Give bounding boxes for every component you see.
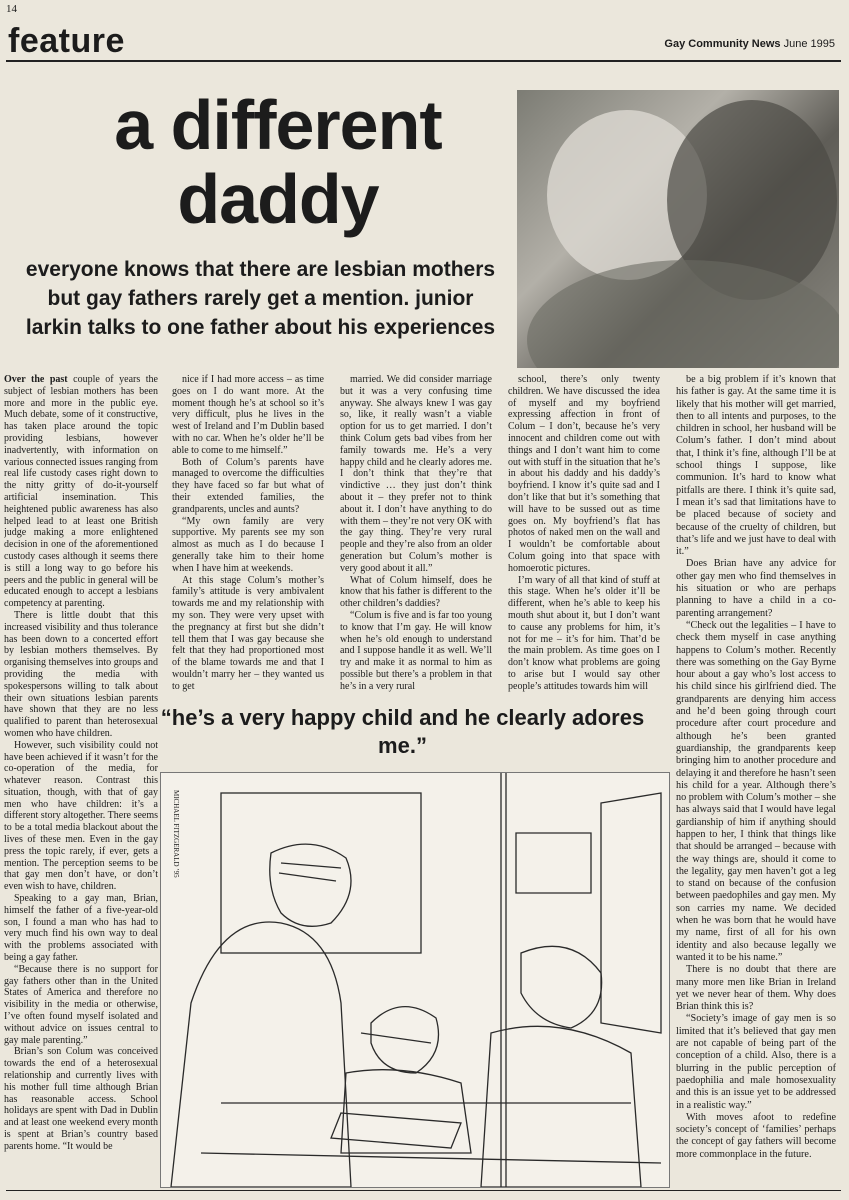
standfirst: everyone knows that there are lesbian mothers but gay fathers rarely get a mention. junior larkin talks to one father about his experiences bbox=[25, 258, 496, 339]
column-5-paragraph bbox=[676, 374, 836, 558]
column-1-paragraph bbox=[4, 374, 158, 610]
column-5-paragraph bbox=[676, 1013, 836, 1111]
column-3-paragraph bbox=[340, 610, 492, 693]
masthead bbox=[664, 38, 835, 50]
column-4-paragraph bbox=[508, 374, 660, 575]
paragraph-text: “Society’s image of gay men is so limited that it’s believed that gay men are not capable of being part of the conception of a child. Also, there is a blurring in the public perception of paedophilia and male homosexuality and this is an issue yet to be addressed in a realistic way.” bbox=[676, 1013, 836, 1111]
paragraph-text: “Check out the legalities – I have to check them myself in case anything happens to Colum’s mother. Recently there was something on the Gay Byrne hour about a gay who’s lost access to his child since his girlfriend died. The grandparents are denying him access and he’d been going through court procedure after court procedure and although he’s been granted guardianship, the grandparents keep bringing him to another procedure and delaying it and therefore he hasn’t seen his child for a year. Although there’s no problem with Colum’s mother – she has always said that I would have legal gardianship of him if anything should happen to her, I think that things like that should be arranged – because with the way things are, should it come to the legality, gay men haven’t got a leg to stand on because of the confusion between paedophiles and gay men. My son carries my name. We decided when he was born that he would have my name, first of all for his own identity and also because legally we wanted it to be his name.” bbox=[676, 619, 836, 963]
column-5-paragraph bbox=[676, 1112, 836, 1161]
paragraph-text: There is no doubt that there are many more men like Brian in Ireland yet we never hear of them. Why does Brian think this is? bbox=[676, 964, 836, 1013]
headline: a different daddy bbox=[114, 86, 442, 238]
column-2-paragraph bbox=[172, 374, 324, 457]
top-rule bbox=[6, 60, 841, 62]
column-4-paragraph bbox=[508, 575, 660, 693]
paragraph-text: Brian’s son Colum was conceived towards the end of a heterosexual relationship and currently lives with his mother full time although Brian has reasonable access. School holidays are spent with Dad in Dublin and at least one weekend every month is spent at Brian’s country based parents home. “It would be bbox=[4, 1046, 158, 1152]
column-1-paragraph bbox=[4, 740, 158, 893]
paragraph-text: There is little doubt that this increased visibility and thus tolerance has been down to a concerted effort by lesbian mothers themselves. By organising themselves into groups and providing the media with spokespersons willing to talk about their own situations lesbian parents have shown that they are no less qualified to parent than heterosexual women who have children. bbox=[4, 609, 158, 739]
lead-in: Over the past bbox=[4, 374, 68, 385]
column-1 bbox=[4, 374, 158, 1189]
paragraph-text: “My own family are very supportive. My parents see my son almost as much as I do because I generally take him to their home when I have him at weekends. bbox=[172, 515, 324, 574]
issue-date: June 1995 bbox=[783, 38, 835, 50]
publication-name: Gay Community News bbox=[664, 38, 781, 50]
father-and-son-photo bbox=[517, 90, 839, 368]
column-5 bbox=[676, 374, 836, 1189]
paragraph-text: school, there’s only twenty children. We have discussed the idea of myself and my boyfriend expressing affection in front of Colum – I don’t, because he’s very innocent and children come out with things and I don’t want him to come out with stuff in the situation that he’s in about his daddy and his daddy’s boyfriend. I know it’s quite sad and I don’t like that but it’s something that will have to be sussed out as time goes on. My boyfriend’s flat has photos of naked men on the wall and I wouldn’t be comfortable about Colum going into that space with homoerotic pictures. bbox=[508, 374, 660, 574]
paragraph-text: Speaking to a gay man, Brian, himself the father of a five-year-old son, I found a man who has had to very much find his own way to deal with the problems associated with being a gay father. bbox=[4, 893, 158, 964]
paragraph-text: Both of Colum’s parents have managed to overcome the difficulties they have faced so far but what of their extended families, the grandparents, uncles and aunts? bbox=[172, 456, 324, 515]
pull-quote: “he’s a very happy child and he clearly adores me.” bbox=[160, 705, 645, 758]
column-3 bbox=[340, 374, 492, 696]
paragraph-text: “Because there is no support for gay fathers other than in the United States of America and therefore no visibility in the media or otherwise, I’ve often found myself isolated and without advice on issues central to gay male parenting.” bbox=[4, 963, 158, 1046]
page-number: 14 bbox=[6, 3, 17, 15]
section-label: feature bbox=[8, 22, 125, 60]
paragraph-text: “Colum is five and is far too young to know that I’m gay. He will know when he’s old enough to understand and I suppose handle it as well. We’ll try and make it as normal to him as possible but there’s a problem in that he’s in a very rural bbox=[340, 609, 492, 692]
column-1-paragraph bbox=[4, 1046, 158, 1152]
column-4 bbox=[508, 374, 660, 696]
illustration-drawing bbox=[161, 773, 669, 1187]
column-2 bbox=[172, 374, 324, 696]
pen-illustration bbox=[160, 772, 670, 1188]
column-1-paragraph bbox=[4, 610, 158, 740]
column-2-paragraph bbox=[172, 575, 324, 693]
column-2-paragraph bbox=[172, 457, 324, 516]
column-5-paragraph bbox=[676, 620, 836, 964]
paragraph-text: married. We did consider marriage but it was a very confusing time anyway. She always knew I was gay so, like, it really wasn’t a viable option for us to get married. I don’t think Colum gets bad vibes from her family towards me. He’s a very happy child and he clearly adores me. I don’t think that they’re that vindictive … they just don’t think about it – they prefer not to think about it. I don’t have anything to do with them – they’re not very OK with the gay thing. They’re very rural people and they’re also from an older generation but Colum’s mother is very good about it all.” bbox=[340, 374, 492, 574]
column-1-paragraph bbox=[4, 893, 158, 964]
column-5-paragraph bbox=[676, 558, 836, 619]
paragraph-text: At this stage Colum’s mother’s family’s attitude is very ambivalent towards me and my relationship with my son. They were very upset with the pregnancy at first but she didn’t tell them that I was gay because she felt that they had proportioned most of the blame towards me and that I wouldn’t marry her – they wanted us to get bbox=[172, 574, 324, 692]
paragraph-text: Does Brian have any advice for other gay men who find themselves in his situation or who are perhaps planning to have a child in a co-parenting arrangement? bbox=[676, 558, 836, 619]
column-3-paragraph bbox=[340, 374, 492, 575]
paragraph-text: With moves afoot to redefine society’s concept of ‘families’ perhaps the concept of gay fathers will become more commonplace in the future. bbox=[676, 1111, 836, 1160]
column-1-paragraph bbox=[4, 964, 158, 1047]
bottom-rule bbox=[6, 1190, 841, 1191]
column-5-paragraph bbox=[676, 964, 836, 1013]
illustrator-signature: MICHAEL FITZGERALD ’95 bbox=[172, 790, 180, 878]
column-3-paragraph bbox=[340, 575, 492, 610]
paragraph-text: be a big problem if it’s known that his father is gay. At the same time it is likely that his mother will get married, then to all intents and purposes, to the children in school, her husband will be Colum’s father. I don’t mind about that, I think it’s fine, although I’ll be at school things I suppose, like communion. It’s hard to know what pitfalls are there. I think it’s quite sad, I mean it’s sad that limitations have to be placed because of society and because of the cruelty of children, but that’s life and we just have to deal with it.” bbox=[676, 374, 836, 558]
paragraph-text: However, such visibility could not have been achieved if it wasn’t for the co-operation of the media, for whatever reason. Contrast this situation, though, with that of gay men who have children: it’s a different story altogether. There seems to be a total media blackout about the lives of these men. Even in the gay press the topic rarely, if ever, gets a mention. The perception seems to be that gay men don’t have, or don’t even wish to have, children. bbox=[4, 739, 158, 893]
paragraph-text: What of Colum himself, does he know that his father is different to the other children’s daddies? bbox=[340, 574, 492, 610]
paragraph-text: couple of years the subject of lesbian mothers has been more and more in the public eye. Much debate, some of it constructive, has taken place around the topic providing lesbians, however inadvertently, with information on various connected issues ranging from real life custody cases right down to the nitty gritty of do-it-yourself artificial insemination. This heightened public awareness has also helped lead to at least one British judge making a more enlightened decision in one of the aforementioned custody cases although it seems there is still a long way to go before his peers and the public in general will be educated enough to accept a lesbians competency at parenting. bbox=[4, 374, 158, 610]
column-2-paragraph bbox=[172, 516, 324, 575]
paragraph-text: nice if I had more access – as time goes on I do want more. At the moment though he’s at school so it’s very difficult, plus he lives in the west of Ireland and I’m Dublin based with no car. When he’s older he’ll be able to come to me himself.” bbox=[172, 374, 324, 456]
paragraph-text: I’m wary of all that kind of stuff at this stage. When he’s older it’ll be different, when he’s able to keep his mouth shut about it, but I don’t want to cause any problems for him, it’s not for me – it’s for him. That’d be the main problem. As time goes on I don’t know what problems are going to arise but I would say other people’s attitudes towards him will bbox=[508, 574, 660, 692]
